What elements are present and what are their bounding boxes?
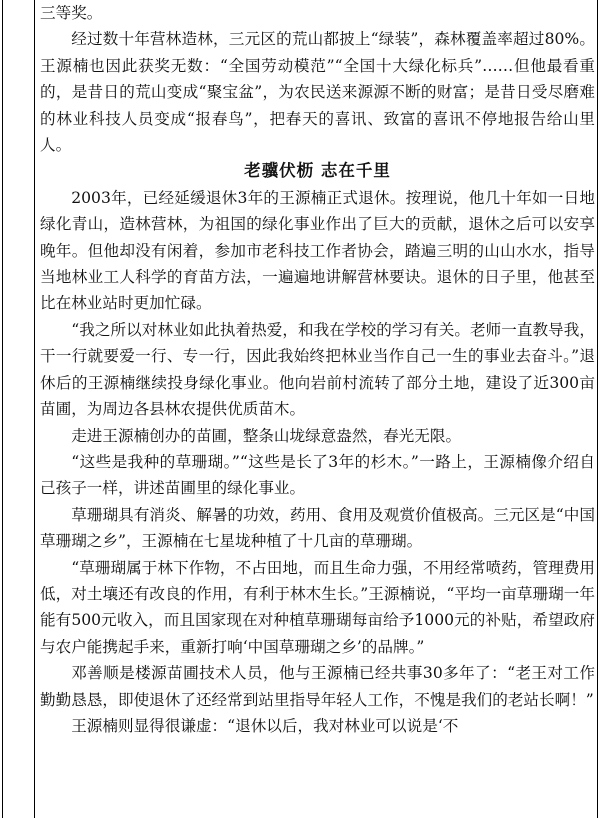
article-body xyxy=(40,0,595,739)
table-border-right xyxy=(597,0,598,818)
section-heading: 老骥伏枥 志在千里 xyxy=(244,161,391,181)
paragraph-modest: 王源楠则显得很谦虚：“退休以后，我对林业可以说是‘不 xyxy=(71,716,459,735)
paragraph-quote-school: “我之所以对林业如此执着热爱，和我在学校的学习有关。老师一直教导我，干一行就要爱一行、专一行，因此我始终把林业当作自己一生的事业去奋斗。”退休后的王源楠继续投身绿化事业。他向岩前村流转了部分土地，建设了近300亩苗圃，为周边各县林农提供优质苗木。 xyxy=(40,320,595,419)
paragraph-colleague: 邓善顺是楼源苗圃技术人员，他与王源楠已经共事30多年了：“老王对工作勤勤恳恳，即使退休了还经常到站里指导年轻人工作，不愧是我们的老站长啊！” xyxy=(40,664,595,709)
paragraph-nursery: 走进王源楠创办的苗圃，整条山垅绿意盎然，春光无限。 xyxy=(71,426,462,445)
paragraph-prize: 三等奖。 xyxy=(40,4,103,22)
table-border-middle xyxy=(34,0,35,818)
table-border-left xyxy=(2,0,3,818)
paragraph-retirement: 2003年，已经延缓退休3年的王源楠正式退休。按理说，他几十年如一日地绿化青山，造林营林，为祖国的绿化事业作出了巨大的贡献，退休之后可以安享晚年。但他却没有闲着，参加市老科技工作者协会，踏遍三明的山山水水，指导当地林业工人科学的育苗方法，一遍遍地讲解营林要诀。退休的日子里，他甚至比在林业站时更加忙碌。 xyxy=(40,188,595,313)
paragraph-sarcandra: 草珊瑚具有消炎、解暑的功效，药用、食用及观赏价值极高。三元区是“中国草珊瑚之乡”，王源楠在七星垅种植了十几亩的草珊瑚。 xyxy=(40,505,595,551)
paragraph-afforestation: 经过数十年营林造林，三元区的荒山都披上“绿装”，森林覆盖率超过80%。王源楠也因此获奖无数：“全国劳动模范”“全国十大绿化标兵”……但他最看重的，是昔日的荒山变成“聚宝盆”，为农民送来源源不断的财富；是昔日受尽磨难的林业科技人员变成“报春鸟”，把春天的喜讯、致富的喜讯不停地报告给山里人。 xyxy=(40,30,595,155)
paragraph-quote-sarcandra: “草珊瑚属于林下作物，不占田地，而且生命力强，不用经常喷药，管理费用低，对土壤还有改良的作用，有利于林木生长。”王源楠说，“平均一亩草珊瑚一年能有500元收入，而且国家现在对种植草珊瑚每亩给予1000元的补贴，希望政府与农户能携起手来，重新打响‘中国草珊瑚之乡’的品牌。” xyxy=(40,558,595,656)
paragraph-quote-tour: “这些是我种的草珊瑚。”“这些是长了3年的杉木。”一路上，王源楠像介绍自己孩子一样，讲述苗圃里的绿化事业。 xyxy=(40,452,595,498)
